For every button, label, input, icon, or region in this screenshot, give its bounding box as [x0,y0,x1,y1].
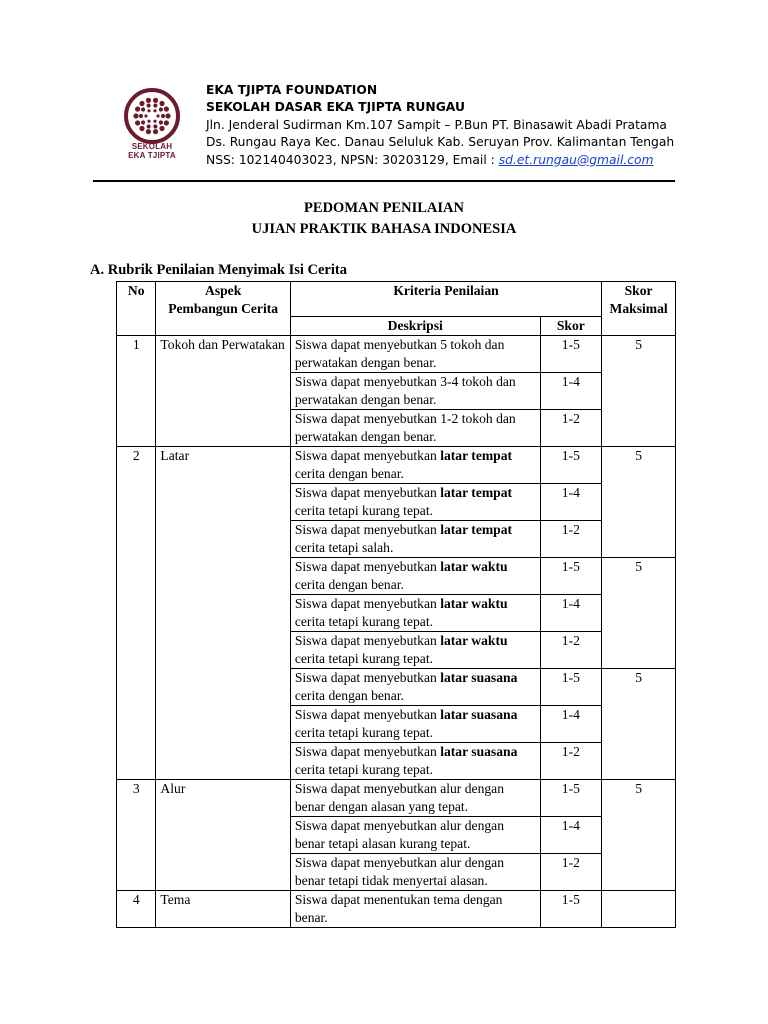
deskripsi-text: Siswa dapat menentukan tema dengan benar. [294,892,503,925]
cell-skor: 1-5 [540,891,602,928]
cell-skor-maksimal: 5 [602,669,676,780]
cell-aspek: Latar [156,447,290,558]
deskripsi-emphasis: latar waktu [440,633,508,648]
cell-deskripsi [290,632,540,669]
cell-skor-maksimal: 5 [602,336,676,447]
title-line2: UJIAN PRAKTIK BAHASA INDONESIA [251,221,517,237]
cell-deskripsi [290,373,540,410]
cell-deskripsi [290,706,540,743]
deskripsi-emphasis: latar tempat [440,448,513,463]
deskripsi-text: Siswa dapat menyebutkan alur dengan benar dengan alasan yang tepat. [294,781,504,814]
header-kriteria: Kriteria Penilaian [290,282,601,317]
header-skor: Skor [540,317,602,336]
cell-deskripsi [290,854,540,891]
cell-skor: 1-2 [540,521,602,558]
cell-aspek [156,669,290,780]
cell-deskripsi [290,558,540,595]
header-aspek [156,282,290,336]
cell-skor: 1-2 [540,632,602,669]
deskripsi-text: Siswa dapat menyebutkan [294,744,441,759]
header-divider [93,180,675,182]
title-line1: PEDOMAN PENILAIAN [304,200,464,216]
cell-deskripsi [290,780,540,817]
deskripsi-emphasis: latar suasana [440,670,518,685]
table-row [117,336,676,373]
deskripsi-text: Siswa dapat menyebutkan [294,596,441,611]
cell-no [117,558,156,669]
deskripsi-text: Siswa dapat menyebutkan alur dengan benar tetapi tidak menyertai alasan. [294,855,504,888]
deskripsi-text: Siswa dapat menyebutkan [294,448,441,463]
address-line2: Ds. Rungau Raya Kec. Danau Seluluk Kab. Seruyan Prov. Kalimantan Tengah [206,135,675,150]
cell-aspek: Tokoh dan Perwatakan [156,336,290,447]
deskripsi-text: Siswa dapat menyebutkan 3-4 tokoh dan perwatakan dengan benar. [294,374,516,407]
cell-skor: 1-5 [540,336,602,373]
deskripsi-emphasis: latar waktu [440,596,508,611]
cell-aspek: Alur [156,780,290,891]
cell-deskripsi [290,743,540,780]
section-title: A. Rubrik Penilaian Menyimak Isi Cerita [90,262,347,278]
table-row [117,780,676,817]
cell-no: 2 [117,447,156,558]
table-row [117,669,676,706]
cell-skor-maksimal: 5 [602,780,676,891]
cell-skor: 1-2 [540,743,602,780]
cell-deskripsi [290,447,540,484]
deskripsi-text-end: cerita tetapi kurang tepat. [294,762,433,777]
deskripsi-emphasis: latar tempat [440,522,513,537]
table-row [117,891,676,928]
cell-no: 1 [117,336,156,447]
deskripsi-text-end: cerita dengan benar. [294,577,404,592]
cell-skor: 1-4 [540,817,602,854]
deskripsi-text: Siswa dapat menyebutkan [294,633,441,648]
deskripsi-text-end: cerita tetapi kurang tepat. [294,725,433,740]
deskripsi-text: Siswa dapat menyebutkan alur dengan benar tetapi alasan kurang tepat. [294,818,504,851]
cell-skor: 1-5 [540,780,602,817]
cell-skor: 1-4 [540,595,602,632]
deskripsi-text: Siswa dapat menyebutkan [294,670,441,685]
cell-aspek [156,558,290,669]
rubric-table [116,281,676,928]
contact-line [206,152,674,169]
cell-skor-maksimal: 5 [602,447,676,558]
header-skor-maksimal-line2: Maksimal [609,301,668,316]
deskripsi-text: Siswa dapat menyebutkan [294,522,441,537]
cell-skor: 1-4 [540,373,602,410]
cell-deskripsi [290,595,540,632]
header-aspek-line2: Pembangun Cerita [168,301,279,316]
cell-no: 4 [117,891,156,928]
contact-ids: NSS: 102140403023, NPSN: 30203129, Email : [206,152,499,167]
letterhead [0,0,768,190]
cell-skor: 1-4 [540,484,602,521]
logo-text-line2: EKA TJIPTA [128,151,176,160]
rubric-body [117,336,676,928]
cell-deskripsi [290,891,540,928]
cell-deskripsi [290,669,540,706]
deskripsi-text: Siswa dapat menyebutkan [294,707,441,722]
cell-deskripsi [290,484,540,521]
logo-text-line1: SEKOLAH [131,142,173,151]
header-aspek-line1: Aspek [205,283,242,298]
cell-no [117,669,156,780]
header-skor-maksimal [602,282,676,336]
deskripsi-text-end: cerita tetapi kurang tepat. [294,503,433,518]
school-name: SEKOLAH DASAR EKA TJIPTA RUNGAU [206,100,465,115]
deskripsi-text: Siswa dapat menyebutkan [294,485,441,500]
document-title [0,198,768,240]
cell-skor-maksimal: 5 [602,558,676,669]
email-link[interactable]: sd.et.rungau@gmail.com [498,152,654,167]
cell-aspek: Tema [156,891,290,928]
deskripsi-text-end: cerita tetapi kurang tepat. [294,651,433,666]
cell-deskripsi [290,521,540,558]
cell-skor: 1-4 [540,706,602,743]
cell-skor-maksimal [602,891,676,928]
deskripsi-text: Siswa dapat menyebutkan [294,559,441,574]
cell-skor: 1-5 [540,558,602,595]
cell-no: 3 [117,780,156,891]
cell-deskripsi [290,817,540,854]
table-row [117,447,676,484]
deskripsi-text: Siswa dapat menyebutkan 1-2 tokoh dan perwatakan dengan benar. [294,411,516,444]
deskripsi-emphasis: latar waktu [440,559,508,574]
cell-deskripsi [290,410,540,447]
deskripsi-text-end: cerita tetapi salah. [294,540,394,555]
header-deskripsi: Deskripsi [290,317,540,336]
deskripsi-text: Siswa dapat menyebutkan 5 tokoh dan perwatakan dengan benar. [294,337,505,370]
cell-deskripsi [290,336,540,373]
cell-skor: 1-5 [540,669,602,706]
deskripsi-emphasis: latar suasana [440,707,518,722]
deskripsi-text-end: cerita tetapi kurang tepat. [294,614,433,629]
deskripsi-text-end: cerita dengan benar. [294,688,404,703]
cell-skor: 1-2 [540,854,602,891]
cell-skor: 1-2 [540,410,602,447]
letterhead-text [206,82,674,169]
header-skor-maksimal-line1: Skor [624,283,653,298]
address-line1: Jln. Jenderal Sudirman Km.107 Sampit – P.Bun PT. Binasawit Abadi Pratama [206,117,667,132]
foundation-name: EKA TJIPTA FOUNDATION [206,83,378,97]
deskripsi-text-end: cerita dengan benar. [294,466,404,481]
table-row [117,558,676,595]
deskripsi-emphasis: latar tempat [440,485,513,500]
logo-text [116,142,188,160]
header-no: No [117,282,156,336]
cell-skor: 1-5 [540,447,602,484]
deskripsi-emphasis: latar suasana [440,744,518,759]
